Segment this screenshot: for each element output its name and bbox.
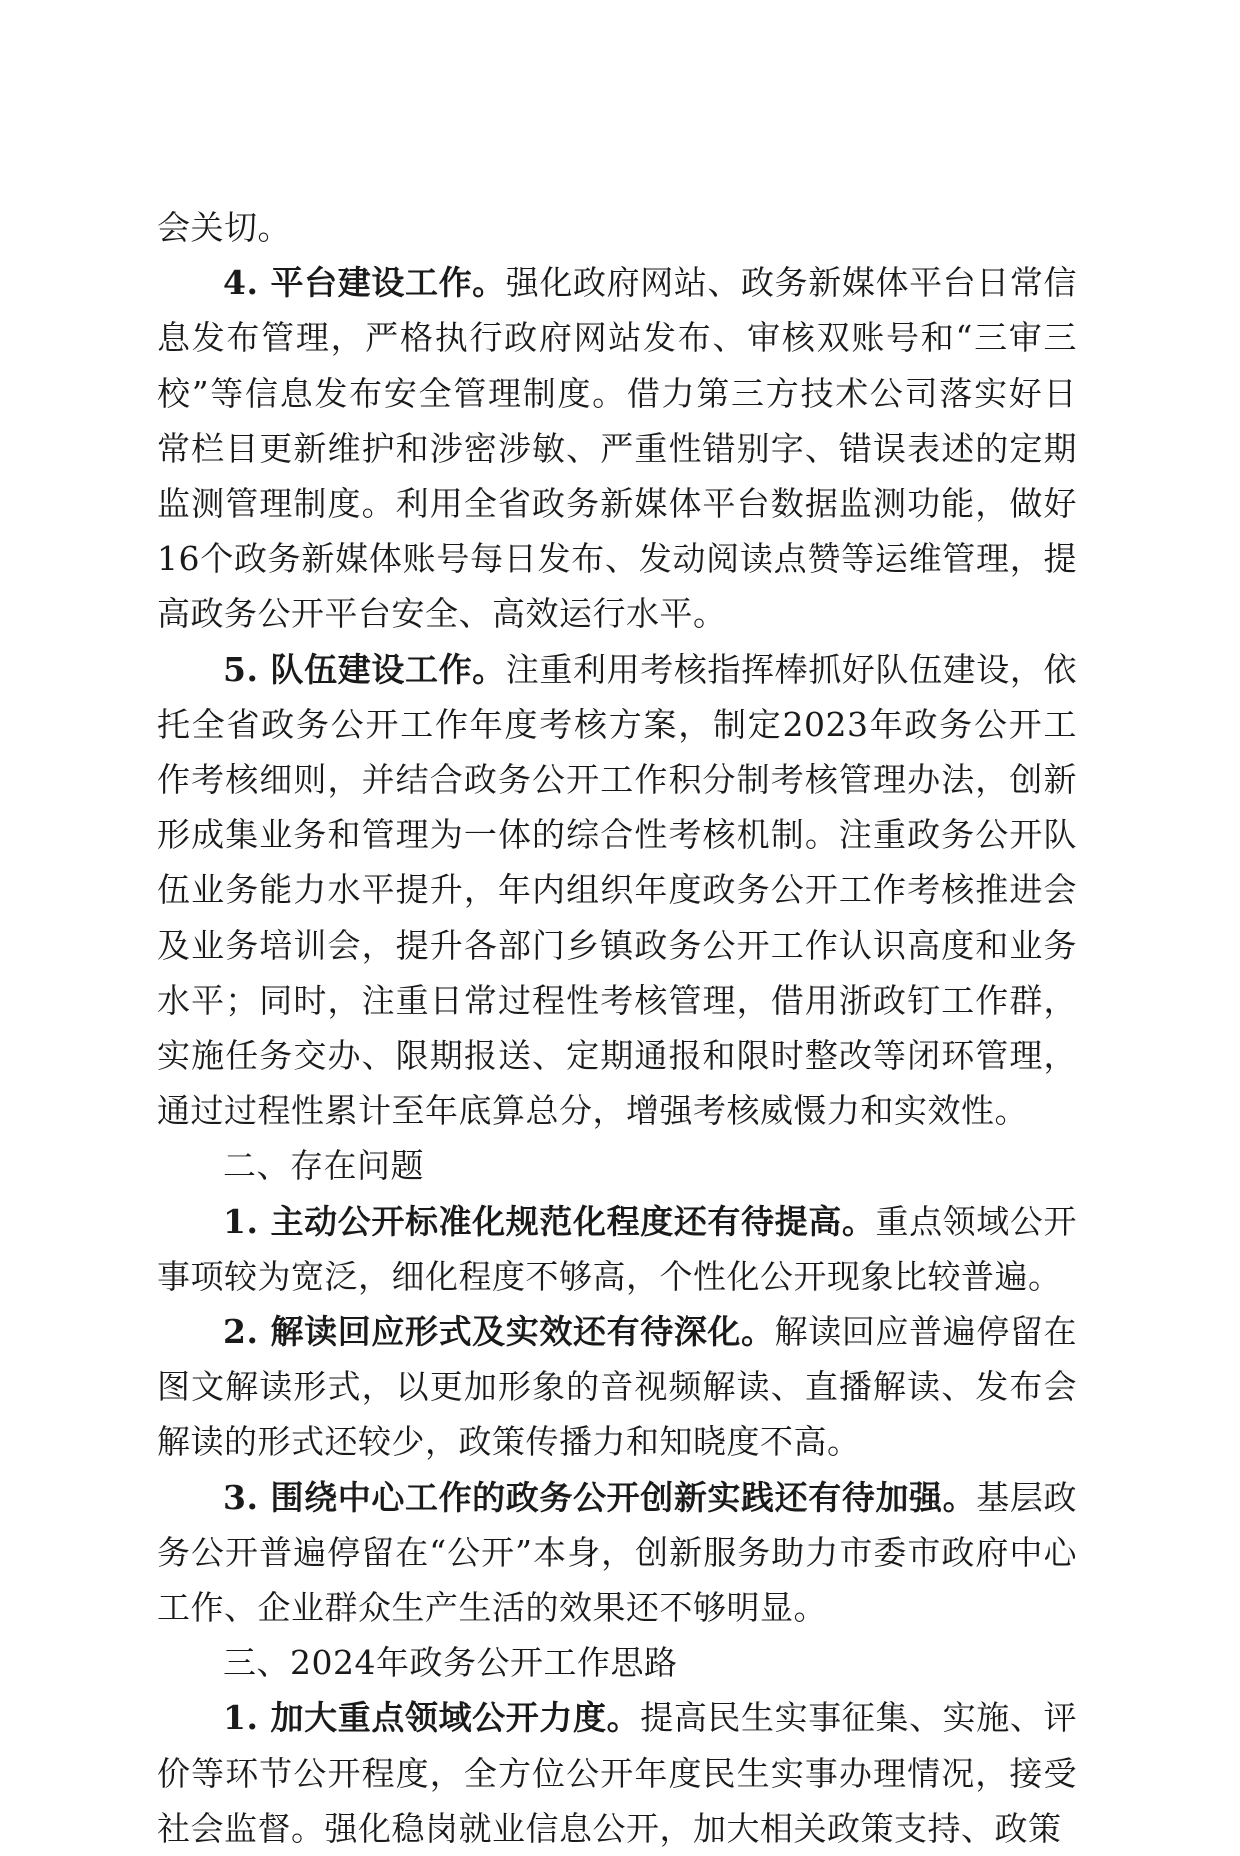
paragraph-problem-1 [157,1194,1077,1304]
paragraph-text: 重点领域公开事项较为宽泛，细化程度不够高，个性化公开现象比较普遍。 [157,1201,1077,1296]
section-heading-problems [157,1138,1077,1193]
paragraph-text: 注重利用考核指挥棒抓好队伍建设，依托全省政务公开工作年度考核方案，制定2023年政务公开工作考核细则，并结合政务公开工作积分制考核管理办法，创新形成集业务和管理为一体的综合性考核机制。注重政务公开队伍业务能力水平提升，年内组织年度政务公开工作考核推进会及业务培训会，提升各部门乡镇政务公开工作认识高度和业务水平；同时，注重日常过程性考核管理，借用浙政钉工作群，实施任务交办、限期报送、定期通报和限时整改等闭环管理，通过过程性累计至年底算总分，增强考核威慑力和实效性。 [157,649,1077,1131]
section-heading-text: 二、存在问题 [223,1146,424,1186]
section-heading-text: 三、2024年政务公开工作思路 [223,1643,678,1683]
paragraph-text: 会关切。 [157,208,291,247]
paragraph-heading: 1. 主动公开标准化规范化程度还有待提高。 [223,1201,876,1241]
paragraph-problem-3 [157,1470,1077,1636]
paragraph-text: 基层政务公开普遍停留在“公开”本身，创新服务助力市委市政府中心工作、企业群众生产生活的效果还不够明显。 [157,1477,1077,1628]
paragraph-text: 提高民生实事征集、实施、评价等环节公开程度，全方位公开年度民生实事办理情况，接受社会监督。强化稳岗就业信息公开，加大相关政策支持、政策 [157,1698,1077,1848]
paragraph-text: 强化政府网站、政务新媒体平台日常信息发布管理，严格执行政府网站发布、审核双账号和“三审三校”等信息发布安全管理制度。借力第三方技术公司落实好日常栏目更新维护和涉密涉敏、严重性错别字、错误表述的定期监测管理制度。利用全省政务新媒体平台数据监测功能，做好16个政务新媒体账号每日发布、发动阅读点赞等运维管理，提高政务公开平台安全、高效运行水平。 [157,263,1077,634]
paragraph-heading: 2. 解读回应形式及实效还有待深化。 [223,1312,775,1352]
paragraph-heading: 5. 队伍建设工作。 [223,649,506,689]
paragraph-heading: 1. 加大重点领域公开力度。 [223,1698,641,1738]
paragraph-problem-2 [157,1304,1077,1470]
paragraph-team-construction [157,642,1077,1139]
paragraph-plan-1 [157,1690,1077,1856]
paragraph-text: 解读回应普遍停留在图文解读形式，以更加形象的音视频解读、直播解读、发布会解读的形式还较少，政策传播力和知晓度不高。 [157,1312,1077,1462]
paragraph-platform-construction [157,255,1077,641]
paragraph-heading: 4. 平台建设工作。 [223,263,506,303]
paragraph-heading: 3. 围绕中心工作的政务公开创新实践还有待加强。 [223,1477,977,1517]
document-body [157,200,1077,1856]
paragraph-continuation [157,200,1077,255]
section-heading-2024-plan [157,1635,1077,1690]
